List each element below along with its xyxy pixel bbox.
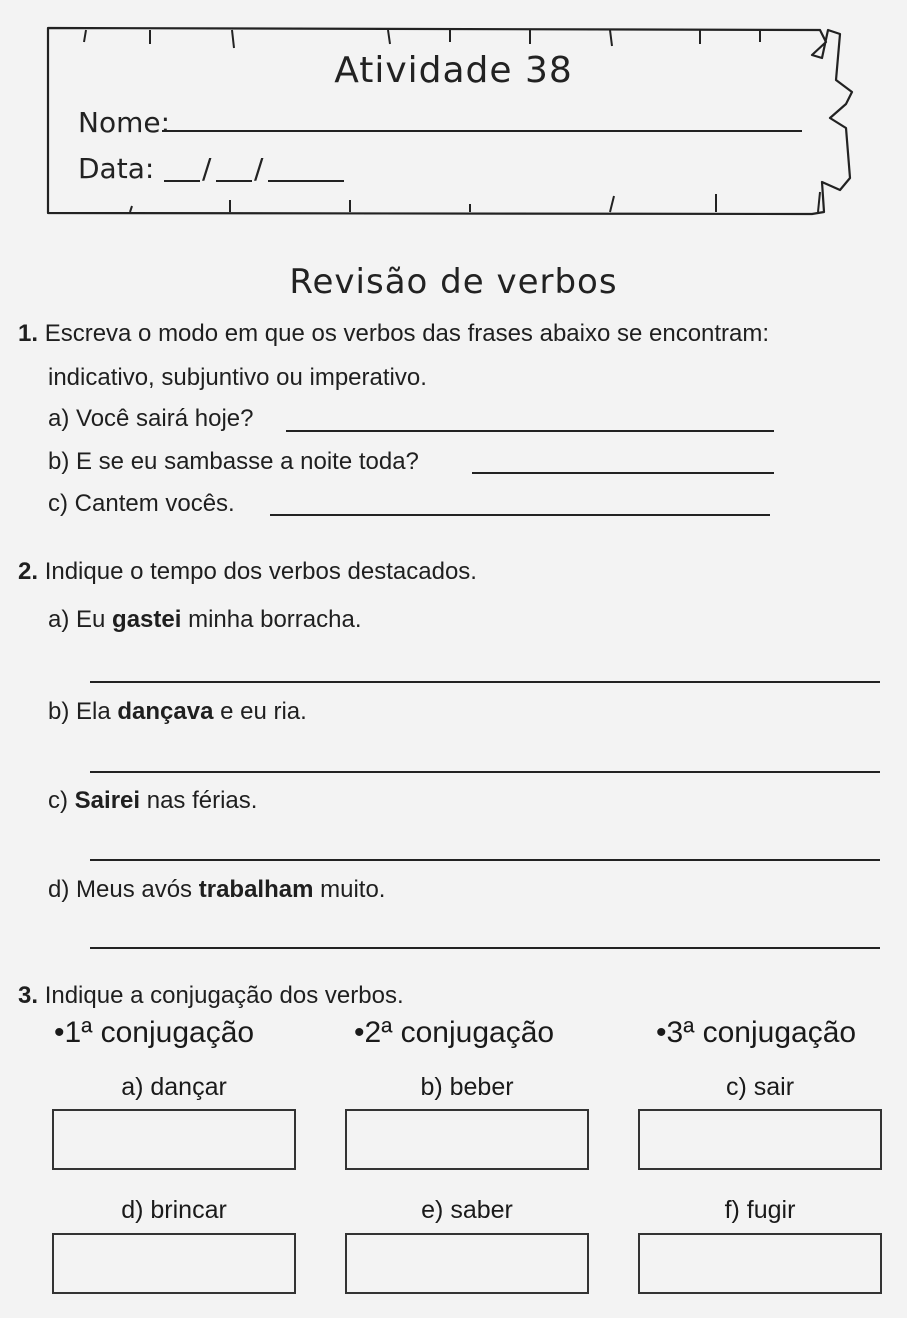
q2-item-c: c) Sairei nas férias.	[48, 787, 258, 814]
answer-box-b[interactable]	[345, 1109, 589, 1170]
verb-label-f: f) fugir	[724, 1196, 796, 1224]
verb-label-b: b) beber	[420, 1073, 514, 1101]
answer-box-c[interactable]	[638, 1109, 882, 1170]
answer-box-a[interactable]	[52, 1109, 296, 1170]
q1-line1	[18, 320, 769, 348]
verb-label-a: a) dançar	[121, 1073, 227, 1101]
answer-box-d[interactable]	[52, 1233, 296, 1294]
section-title: Revisão de verbos	[289, 262, 618, 302]
q3-prompt: Indique a conjugação dos verbos.	[44, 982, 404, 1009]
q2-answer-line-d[interactable]	[90, 947, 880, 949]
q2-prompt: Indique o tempo dos verbos destacados.	[44, 558, 477, 585]
legend-1st-conjugation: •1ª conjugação	[54, 1016, 255, 1049]
q2-item-d: d) Meus avós trabalham muito.	[48, 876, 386, 903]
data-label: Data:	[78, 152, 155, 185]
q1-answer-line-a[interactable]	[286, 430, 774, 432]
verb-label-e: e) saber	[421, 1196, 513, 1224]
legend-2nd-conjugation: •2ª conjugação	[354, 1016, 555, 1049]
q1-item-a: a) Você sairá hoje?	[48, 405, 254, 432]
highlighted-verb: gastei	[112, 606, 182, 633]
nome-label: Nome:	[78, 106, 171, 139]
date-day-line[interactable]	[164, 180, 200, 182]
q1-answer-line-b[interactable]	[472, 472, 774, 474]
q3-number: 3.	[18, 982, 39, 1009]
highlighted-verb: Sairei	[74, 787, 141, 814]
q1-item-c: c) Cantem vocês.	[48, 490, 235, 517]
q2-answer-line-c[interactable]	[90, 859, 880, 861]
legend-3rd-conjugation: •3ª conjugação	[656, 1016, 857, 1049]
q1-item-b: b) E se eu sambasse a noite toda?	[48, 448, 419, 475]
verb-label-d: d) brincar	[121, 1196, 227, 1224]
q1-prompt: Escreva o modo em que os verbos das frases abaixo se encontram:	[44, 320, 770, 347]
date-slash: /	[254, 152, 264, 185]
q2-heading	[18, 558, 477, 586]
q2-item-b: b) Ela dançava e eu ria.	[48, 698, 307, 725]
answer-box-e[interactable]	[345, 1233, 589, 1294]
date-slash: /	[202, 152, 212, 185]
date-month-line[interactable]	[216, 180, 252, 182]
answer-box-f[interactable]	[638, 1233, 882, 1294]
highlighted-verb: trabalham	[198, 876, 314, 903]
activity-title: Atividade 38	[334, 50, 573, 91]
nome-line[interactable]	[162, 130, 802, 132]
q1-line2: indicativo, subjuntivo ou imperativo.	[48, 364, 427, 391]
q2-number: 2.	[18, 558, 39, 585]
q2-answer-line-b[interactable]	[90, 771, 880, 773]
q1-number: 1.	[18, 320, 39, 347]
q2-answer-line-a[interactable]	[90, 681, 880, 683]
date-year-line[interactable]	[268, 180, 344, 182]
highlighted-verb: dançava	[117, 698, 214, 725]
q2-item-a: a) Eu gastei minha borracha.	[48, 606, 362, 633]
verb-label-c: c) sair	[725, 1073, 795, 1101]
q3-heading	[18, 982, 404, 1010]
q1-answer-line-c[interactable]	[270, 514, 770, 516]
